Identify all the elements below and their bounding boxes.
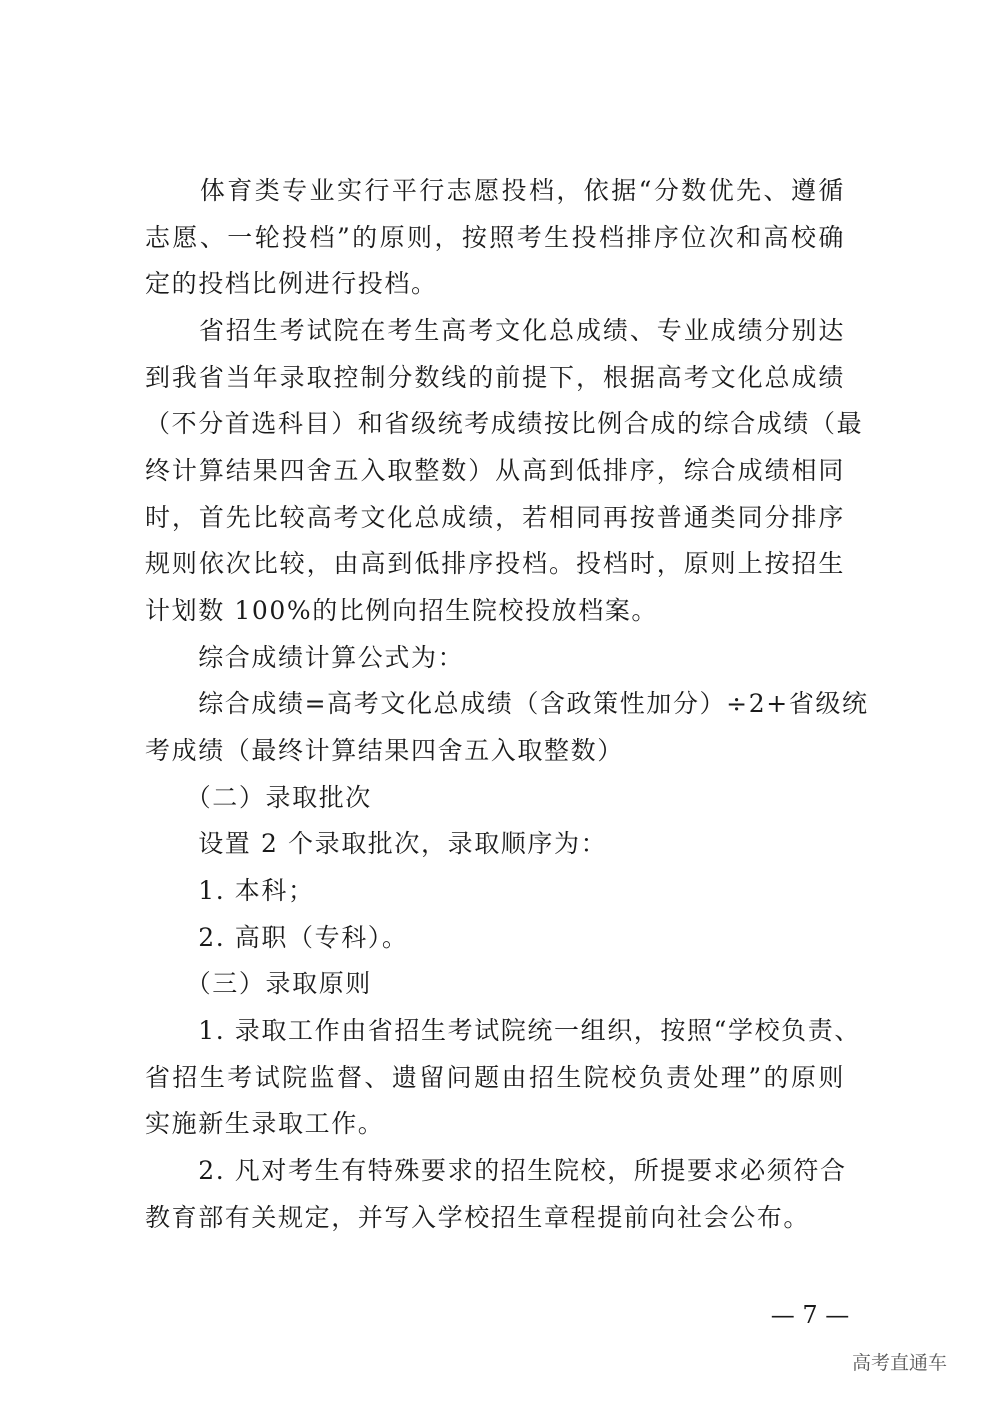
paragraph-line: （不分首选科目）和省级统考成绩按比例合成的综合成绩（最: [145, 409, 864, 438]
paragraph-line: 实施新生录取工作。: [145, 1109, 385, 1138]
paragraph-line: 计划数 100%的比例向招生院校投放档案。: [145, 596, 659, 625]
paragraph-line: 省招生考试院在考生高考文化总成绩、专业成绩分别达: [145, 316, 845, 345]
paragraph-line: 体育类专业实行平行志愿投档，依据“分数优先、遵循: [145, 176, 845, 205]
formula-line: 综合成绩=高考文化总成绩（含政策性加分）÷2+省级统: [145, 689, 869, 718]
paragraph-line: 规则依次比较，由高到低排序投档。投档时，原则上按招生: [145, 549, 845, 578]
paragraph-line: 到我省当年录取控制分数线的前提下，根据高考文化总成绩: [145, 363, 845, 392]
paragraph-line: 2. 凡对考生有特殊要求的招生院校，所提要求必须符合: [145, 1156, 847, 1185]
paragraph-line: 设置 2 个录取批次，录取顺序为：: [145, 829, 608, 858]
watermark-text: 高考直通车: [852, 1352, 948, 1374]
paragraph-line: 时，首先比较高考文化总成绩，若相同再按普通类同分排序: [145, 503, 845, 532]
list-item: 2. 高职（专科）。: [145, 923, 409, 952]
section-heading: （二）录取批次: [145, 783, 372, 812]
page-number: — 7 —: [770, 1301, 850, 1329]
section-heading: （三）录取原则: [145, 969, 372, 998]
paragraph-line: 1. 录取工作由省招生考试院统一组织，按照“学校负责、: [145, 1016, 861, 1045]
paragraph-line: 综合成绩计算公式为：: [145, 643, 465, 672]
paragraph-line: 省招生考试院监督、遗留问题由招生院校负责处理”的原则: [145, 1063, 845, 1092]
paragraph-line: 终计算结果四舍五入取整数）从高到低排序，综合成绩相同: [145, 456, 845, 485]
list-item: 1. 本科；: [145, 876, 315, 905]
paragraph-line: 定的投档比例进行投档。: [145, 269, 438, 298]
paragraph-line: 教育部有关规定，并写入学校招生章程提前向社会公布。: [145, 1203, 811, 1232]
formula-line: 考成绩（最终计算结果四舍五入取整数）: [145, 736, 624, 765]
paragraph-line: 志愿、一轮投档”的原则，按照考生投档排序位次和高校确: [145, 223, 845, 252]
